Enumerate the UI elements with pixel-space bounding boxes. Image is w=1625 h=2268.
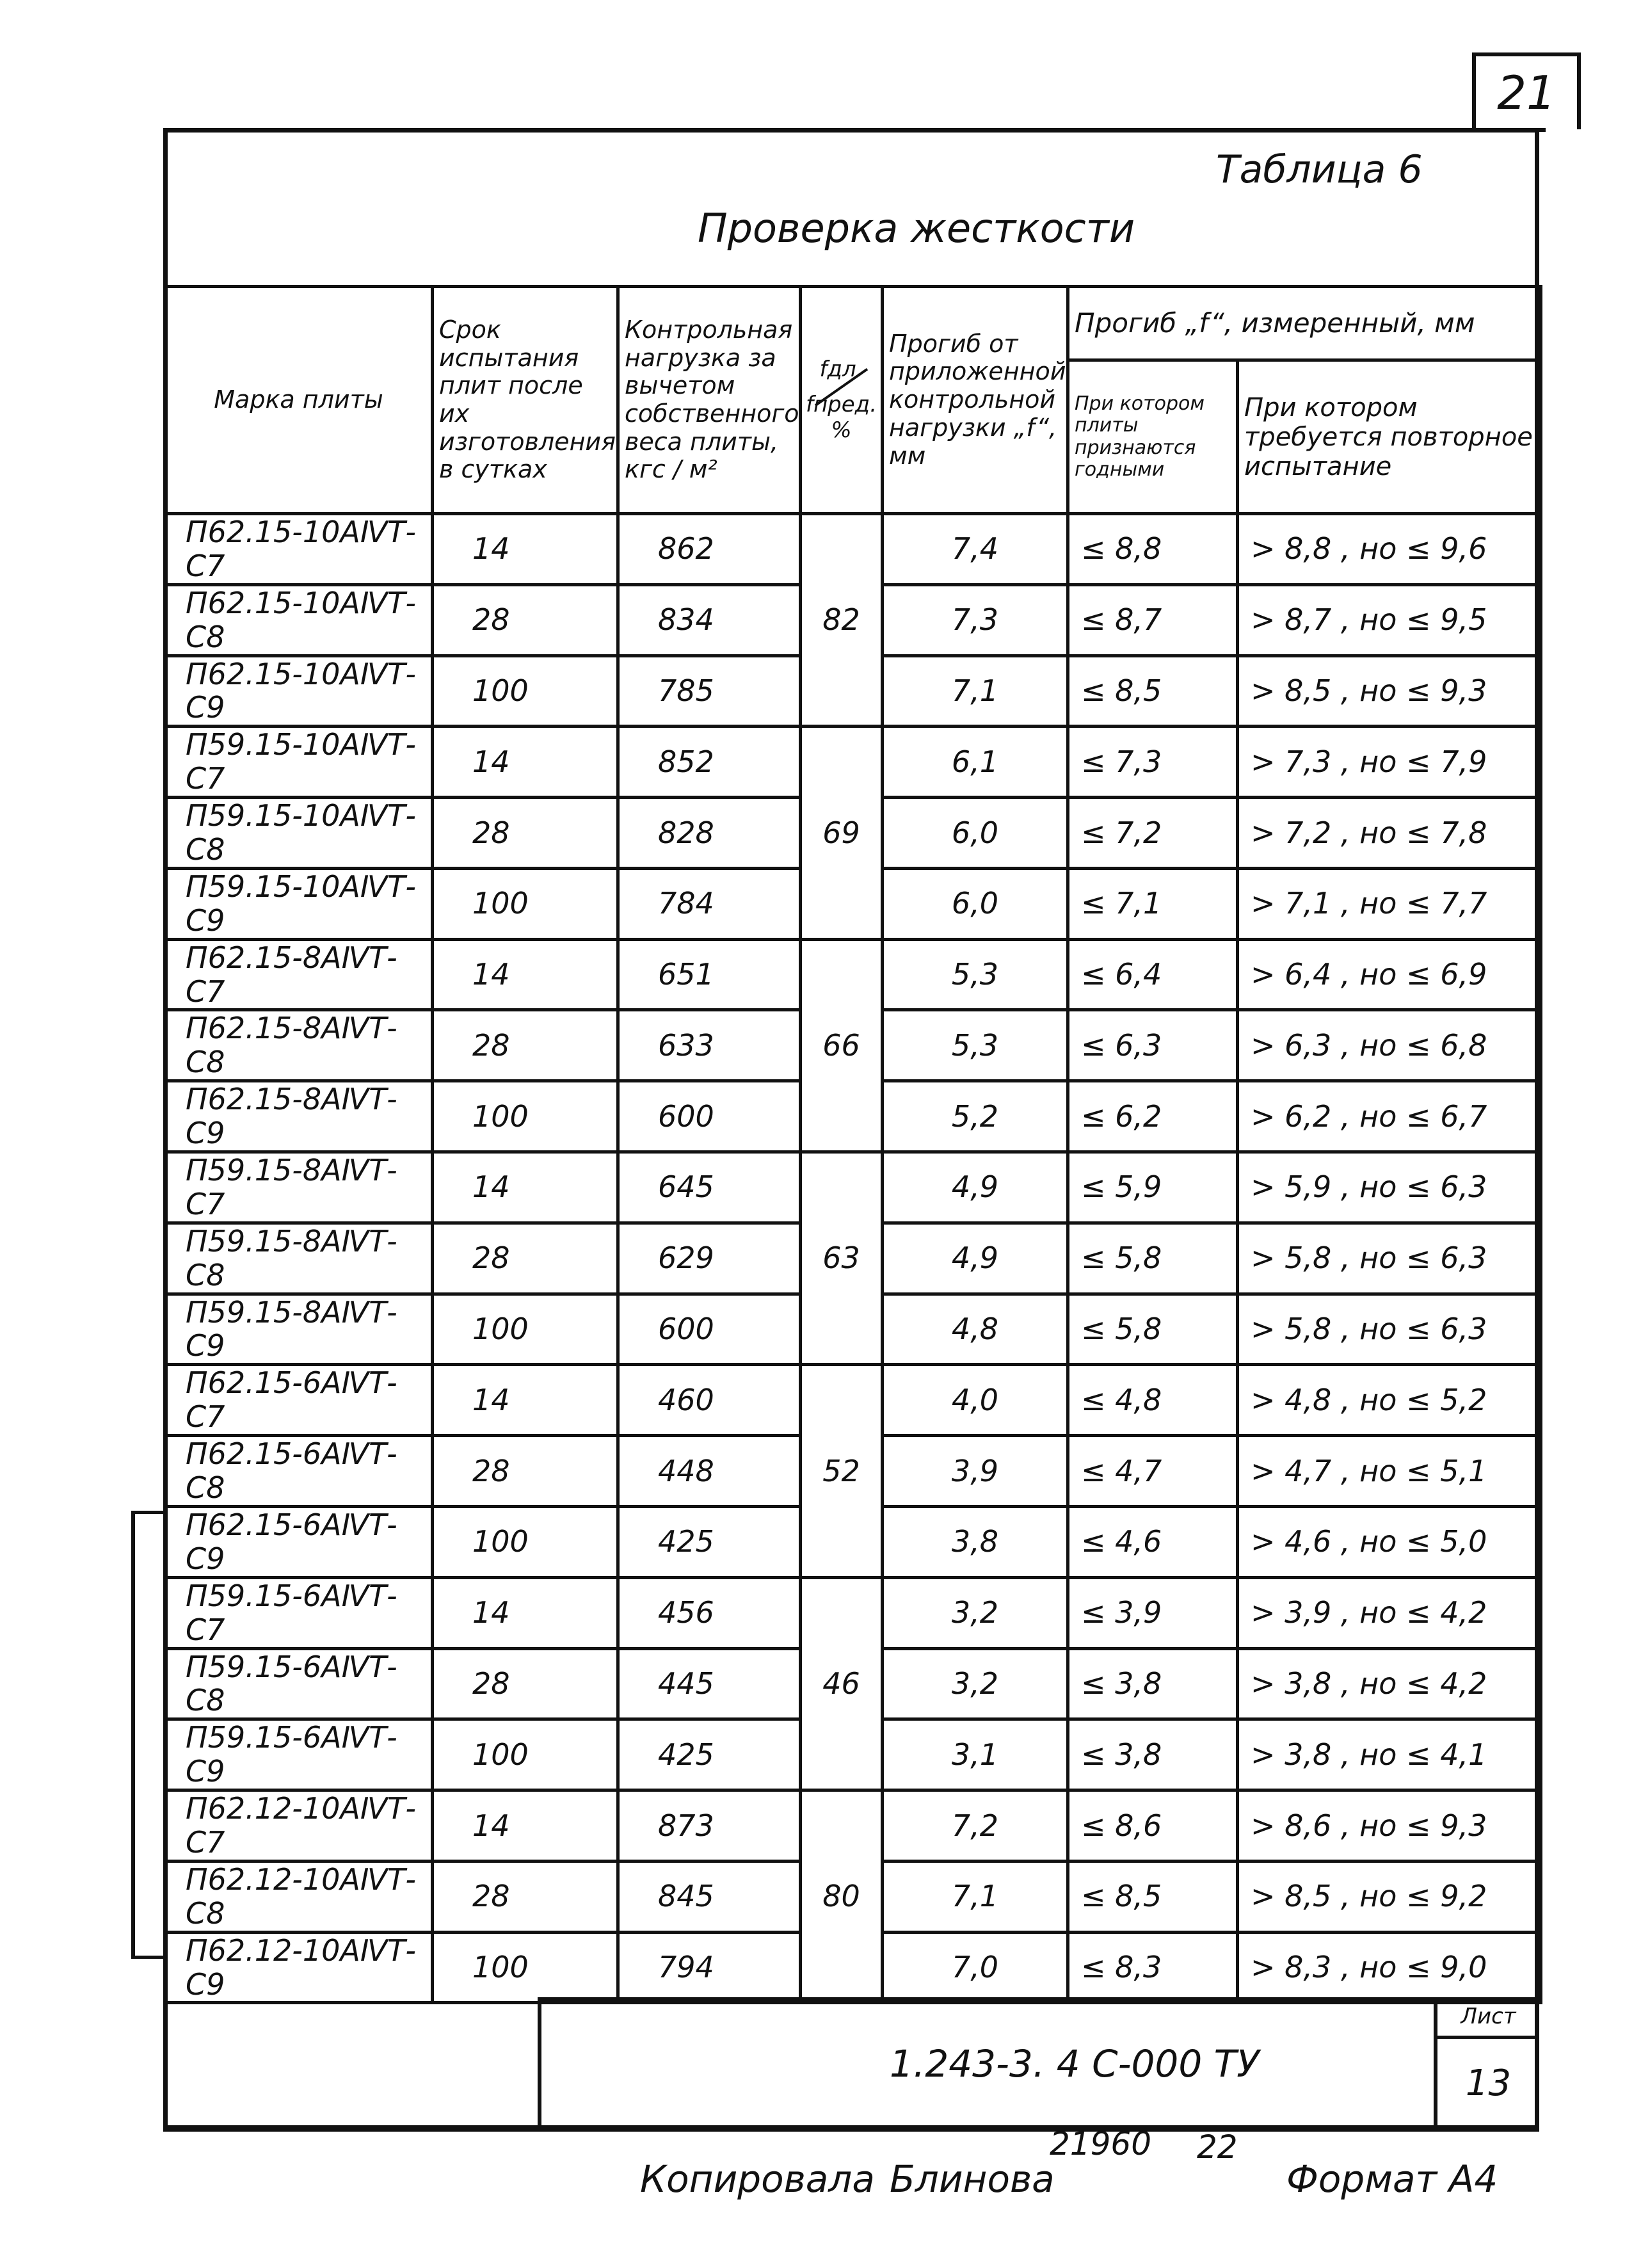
cell-retest: > 6,4 , но ≤ 6,9 bbox=[1238, 939, 1541, 1010]
cell-term: 28 bbox=[433, 1648, 618, 1719]
cell-retest: > 4,8 , но ≤ 5,2 bbox=[1238, 1365, 1541, 1436]
table-row bbox=[165, 514, 1541, 585]
cell-term: 100 bbox=[433, 655, 618, 727]
sheet-cell bbox=[1434, 1997, 1539, 2132]
cell-load: 862 bbox=[618, 514, 801, 585]
side-bracket-top bbox=[131, 1511, 166, 1514]
cell-mark: П62.15-8АⅣТ-С9 bbox=[165, 1081, 433, 1152]
cell-mark: П62.15-10АⅣТ-С9 bbox=[165, 655, 433, 727]
cell-deflection: 7,4 bbox=[883, 514, 1068, 585]
cell-deflection: 3,1 bbox=[883, 1719, 1068, 1790]
cell-load: 852 bbox=[618, 727, 801, 798]
header-deflection: Прогиб от приложенной контрольной нагрузки „f“, мм bbox=[883, 287, 1068, 514]
cell-load: 633 bbox=[618, 1010, 801, 1081]
cell-accepted: ≤ 3,9 bbox=[1068, 1577, 1238, 1648]
sheet-number: 13 bbox=[1465, 2063, 1512, 2104]
cell-term: 100 bbox=[433, 1294, 618, 1365]
cell-accepted: ≤ 6,2 bbox=[1068, 1081, 1238, 1152]
cell-deflection: 7,2 bbox=[883, 1790, 1068, 1862]
header-term: Срок испытания плит после их изготовления в сутках bbox=[433, 287, 618, 514]
inventory-number: 21960 bbox=[1050, 2125, 1152, 2162]
cell-deflection: 5,2 bbox=[883, 1081, 1068, 1152]
cell-mark: П62.12-10АⅣТ-С7 bbox=[165, 1790, 433, 1862]
cell-retest: > 8,3 , но ≤ 9,0 bbox=[1238, 1932, 1541, 2003]
cell-retest: > 7,3 , но ≤ 7,9 bbox=[1238, 727, 1541, 798]
cell-mark: П59.15-6АⅣТ-С8 bbox=[165, 1648, 433, 1719]
cell-load: 456 bbox=[618, 1577, 801, 1648]
cell-mark: П62.15-8АⅣТ-С8 bbox=[165, 1010, 433, 1081]
cell-load: 845 bbox=[618, 1861, 801, 1932]
cell-mark: П59.15-8АⅣТ-С8 bbox=[165, 1223, 433, 1294]
cell-accepted: ≤ 4,6 bbox=[1068, 1506, 1238, 1577]
table-title: Проверка жесткости bbox=[698, 205, 1135, 252]
cell-term: 14 bbox=[433, 1577, 618, 1648]
cell-accepted: ≤ 7,2 bbox=[1068, 798, 1238, 869]
cell-ratio-percent: 63 bbox=[801, 1152, 883, 1365]
document-code: 1.243-3. 4 С-000 ТУ bbox=[890, 2042, 1260, 2086]
cell-load: 445 bbox=[618, 1648, 801, 1719]
cell-term: 28 bbox=[433, 798, 618, 869]
side-bracket bbox=[131, 1511, 135, 1959]
cell-retest: > 8,6 , но ≤ 9,3 bbox=[1238, 1790, 1541, 1862]
cell-retest: > 3,8 , но ≤ 4,1 bbox=[1238, 1719, 1541, 1790]
cell-term: 28 bbox=[433, 1861, 618, 1932]
cell-load: 651 bbox=[618, 939, 801, 1010]
cell-load: 834 bbox=[618, 584, 801, 655]
cell-deflection: 3,2 bbox=[883, 1648, 1068, 1719]
format-label: Формат А4 bbox=[1286, 2157, 1498, 2201]
cell-load: 460 bbox=[618, 1365, 801, 1436]
cell-ratio-percent: 80 bbox=[801, 1790, 883, 2003]
cell-ratio-percent: 69 bbox=[801, 727, 883, 939]
cell-deflection: 6,0 bbox=[883, 798, 1068, 869]
cell-deflection: 7,3 bbox=[883, 584, 1068, 655]
cell-load: 425 bbox=[618, 1506, 801, 1577]
cell-deflection: 3,8 bbox=[883, 1506, 1068, 1577]
cell-term: 14 bbox=[433, 1790, 618, 1862]
cell-accepted: ≤ 8,5 bbox=[1068, 1861, 1238, 1932]
cell-retest: > 6,3 , но ≤ 6,8 bbox=[1238, 1010, 1541, 1081]
table-row bbox=[165, 1790, 1541, 1862]
cell-load: 629 bbox=[618, 1223, 801, 1294]
cell-accepted: ≤ 7,3 bbox=[1068, 727, 1238, 798]
cell-deflection: 3,2 bbox=[883, 1577, 1068, 1648]
stiffness-table bbox=[163, 285, 1542, 2004]
cell-accepted: ≤ 6,4 bbox=[1068, 939, 1238, 1010]
cell-accepted: ≤ 8,8 bbox=[1068, 514, 1238, 585]
cell-deflection: 6,0 bbox=[883, 868, 1068, 939]
cell-term: 100 bbox=[433, 868, 618, 939]
header-accepted: При котором плиты признаются годными bbox=[1068, 360, 1238, 514]
cell-accepted: ≤ 6,3 bbox=[1068, 1010, 1238, 1081]
cell-accepted: ≤ 8,7 bbox=[1068, 584, 1238, 655]
cell-accepted: ≤ 3,8 bbox=[1068, 1719, 1238, 1790]
inventory-suffix: 22 bbox=[1197, 2128, 1238, 2166]
cell-retest: > 4,6 , но ≤ 5,0 bbox=[1238, 1506, 1541, 1577]
cell-term: 100 bbox=[433, 1932, 618, 2003]
cell-load: 873 bbox=[618, 1790, 801, 1862]
cell-retest: > 7,1 , но ≤ 7,7 bbox=[1238, 868, 1541, 939]
copied-by-label: Копировала bbox=[640, 2157, 875, 2201]
cell-deflection: 7,0 bbox=[883, 1932, 1068, 2003]
cell-ratio-percent: 66 bbox=[801, 939, 883, 1152]
cell-accepted: ≤ 8,3 bbox=[1068, 1932, 1238, 2003]
cell-term: 28 bbox=[433, 1223, 618, 1294]
cell-mark: П62.12-10АⅣТ-С8 bbox=[165, 1861, 433, 1932]
cell-mark: П62.15-10АⅣТ-С8 bbox=[165, 584, 433, 655]
cell-accepted: ≤ 8,5 bbox=[1068, 655, 1238, 727]
cell-load: 448 bbox=[618, 1436, 801, 1507]
side-bracket-bottom bbox=[131, 1956, 166, 1959]
cell-retest: > 5,9 , но ≤ 6,3 bbox=[1238, 1152, 1541, 1223]
cell-mark: П59.15-8АⅣТ-С9 bbox=[165, 1294, 433, 1365]
header-measured-group: Прогиб „f“, измеренный, мм bbox=[1068, 287, 1541, 360]
table-row bbox=[165, 1152, 1541, 1223]
cell-load: 645 bbox=[618, 1152, 801, 1223]
header-retest: При котором требуется повторное испытание bbox=[1238, 360, 1541, 514]
header-ratio-top: fдл. bbox=[819, 357, 863, 383]
cell-retest: > 6,2 , но ≤ 6,7 bbox=[1238, 1081, 1541, 1152]
cell-deflection: 6,1 bbox=[883, 727, 1068, 798]
cell-ratio-percent: 82 bbox=[801, 514, 883, 727]
cell-term: 14 bbox=[433, 1152, 618, 1223]
cell-load: 794 bbox=[618, 1932, 801, 2003]
cell-term: 14 bbox=[433, 1365, 618, 1436]
cell-deflection: 4,9 bbox=[883, 1152, 1068, 1223]
cell-deflection: 4,8 bbox=[883, 1294, 1068, 1365]
table-row bbox=[165, 1365, 1541, 1436]
cell-deflection: 7,1 bbox=[883, 1861, 1068, 1932]
cell-ratio-percent: 46 bbox=[801, 1577, 883, 1790]
sheet-label: Лист bbox=[1437, 1997, 1539, 2039]
cell-mark: П59.15-8АⅣТ-С7 bbox=[165, 1152, 433, 1223]
cell-mark: П62.15-6АⅣТ-С7 bbox=[165, 1365, 433, 1436]
cell-term: 100 bbox=[433, 1506, 618, 1577]
cell-load: 600 bbox=[618, 1294, 801, 1365]
cell-mark: П62.15-6АⅣТ-С8 bbox=[165, 1436, 433, 1507]
cell-load: 425 bbox=[618, 1719, 801, 1790]
cell-accepted: ≤ 4,7 bbox=[1068, 1436, 1238, 1507]
cell-load: 785 bbox=[618, 655, 801, 727]
cell-deflection: 7,1 bbox=[883, 655, 1068, 727]
header-ratio-unit: % bbox=[831, 417, 852, 443]
cell-deflection: 4,9 bbox=[883, 1223, 1068, 1294]
cell-accepted: ≤ 7,1 bbox=[1068, 868, 1238, 939]
cell-deflection: 3,9 bbox=[883, 1436, 1068, 1507]
cell-mark: П62.12-10АⅣТ-С9 bbox=[165, 1932, 433, 2003]
cell-retest: > 8,5 , но ≤ 9,2 bbox=[1238, 1861, 1541, 1932]
cell-term: 100 bbox=[433, 1081, 618, 1152]
cell-mark: П62.15-8АⅣТ-С7 bbox=[165, 939, 433, 1010]
cell-term: 28 bbox=[433, 1010, 618, 1081]
cell-accepted: ≤ 3,8 bbox=[1068, 1648, 1238, 1719]
table-body bbox=[165, 514, 1541, 2003]
table-row bbox=[165, 1577, 1541, 1648]
cell-term: 14 bbox=[433, 514, 618, 585]
cell-retest: > 8,5 , но ≤ 9,3 bbox=[1238, 655, 1541, 727]
cell-load: 784 bbox=[618, 868, 801, 939]
cell-ratio-percent: 52 bbox=[801, 1365, 883, 1577]
cell-term: 14 bbox=[433, 939, 618, 1010]
cell-retest: > 8,7 , но ≤ 9,5 bbox=[1238, 584, 1541, 655]
cell-retest: > 7,2 , но ≤ 7,8 bbox=[1238, 798, 1541, 869]
header-ratio bbox=[801, 287, 883, 514]
cell-load: 600 bbox=[618, 1081, 801, 1152]
header-mark: Марка плиты bbox=[165, 287, 433, 514]
cell-deflection: 4,0 bbox=[883, 1365, 1068, 1436]
cell-retest: > 5,8 , но ≤ 6,3 bbox=[1238, 1223, 1541, 1294]
cell-accepted: ≤ 5,9 bbox=[1068, 1152, 1238, 1223]
cell-accepted: ≤ 5,8 bbox=[1068, 1223, 1238, 1294]
cell-term: 28 bbox=[433, 1436, 618, 1507]
cell-mark: П62.15-6АⅣТ-С9 bbox=[165, 1506, 433, 1577]
copier-name: Блинова bbox=[890, 2157, 1055, 2201]
cell-retest: > 5,8 , но ≤ 6,3 bbox=[1238, 1294, 1541, 1365]
cell-term: 28 bbox=[433, 584, 618, 655]
cell-deflection: 5,3 bbox=[883, 939, 1068, 1010]
table-row bbox=[165, 939, 1541, 1010]
cell-retest: > 3,8 , но ≤ 4,2 bbox=[1238, 1648, 1541, 1719]
cell-accepted: ≤ 4,8 bbox=[1068, 1365, 1238, 1436]
header-load: Контрольная нагрузка за вычетом собственного веса плиты, кгс / м² bbox=[618, 287, 801, 514]
cell-mark: П59.15-6АⅣТ-С9 bbox=[165, 1719, 433, 1790]
cell-term: 14 bbox=[433, 727, 618, 798]
cell-accepted: ≤ 5,8 bbox=[1068, 1294, 1238, 1365]
cell-term: 100 bbox=[433, 1719, 618, 1790]
cell-load: 828 bbox=[618, 798, 801, 869]
cell-retest: > 4,7 , но ≤ 5,1 bbox=[1238, 1436, 1541, 1507]
cell-retest: > 8,8 , но ≤ 9,6 bbox=[1238, 514, 1541, 585]
page-number: 21 bbox=[1472, 52, 1581, 129]
cell-mark: П59.15-6АⅣТ-С7 bbox=[165, 1577, 433, 1648]
cell-mark: П59.15-10АⅣТ-С9 bbox=[165, 868, 433, 939]
cell-retest: > 3,9 , но ≤ 4,2 bbox=[1238, 1577, 1541, 1648]
header-ratio-bottom: fпред. bbox=[805, 392, 877, 418]
cell-deflection: 5,3 bbox=[883, 1010, 1068, 1081]
cell-mark: П59.15-10АⅣТ-С8 bbox=[165, 798, 433, 869]
cell-mark: П59.15-10АⅣТ-С7 bbox=[165, 727, 433, 798]
cell-accepted: ≤ 8,6 bbox=[1068, 1790, 1238, 1862]
table-label: Таблица 6 bbox=[1216, 147, 1423, 192]
cell-mark: П62.15-10АⅣТ-С7 bbox=[165, 514, 433, 585]
table-row bbox=[165, 727, 1541, 798]
